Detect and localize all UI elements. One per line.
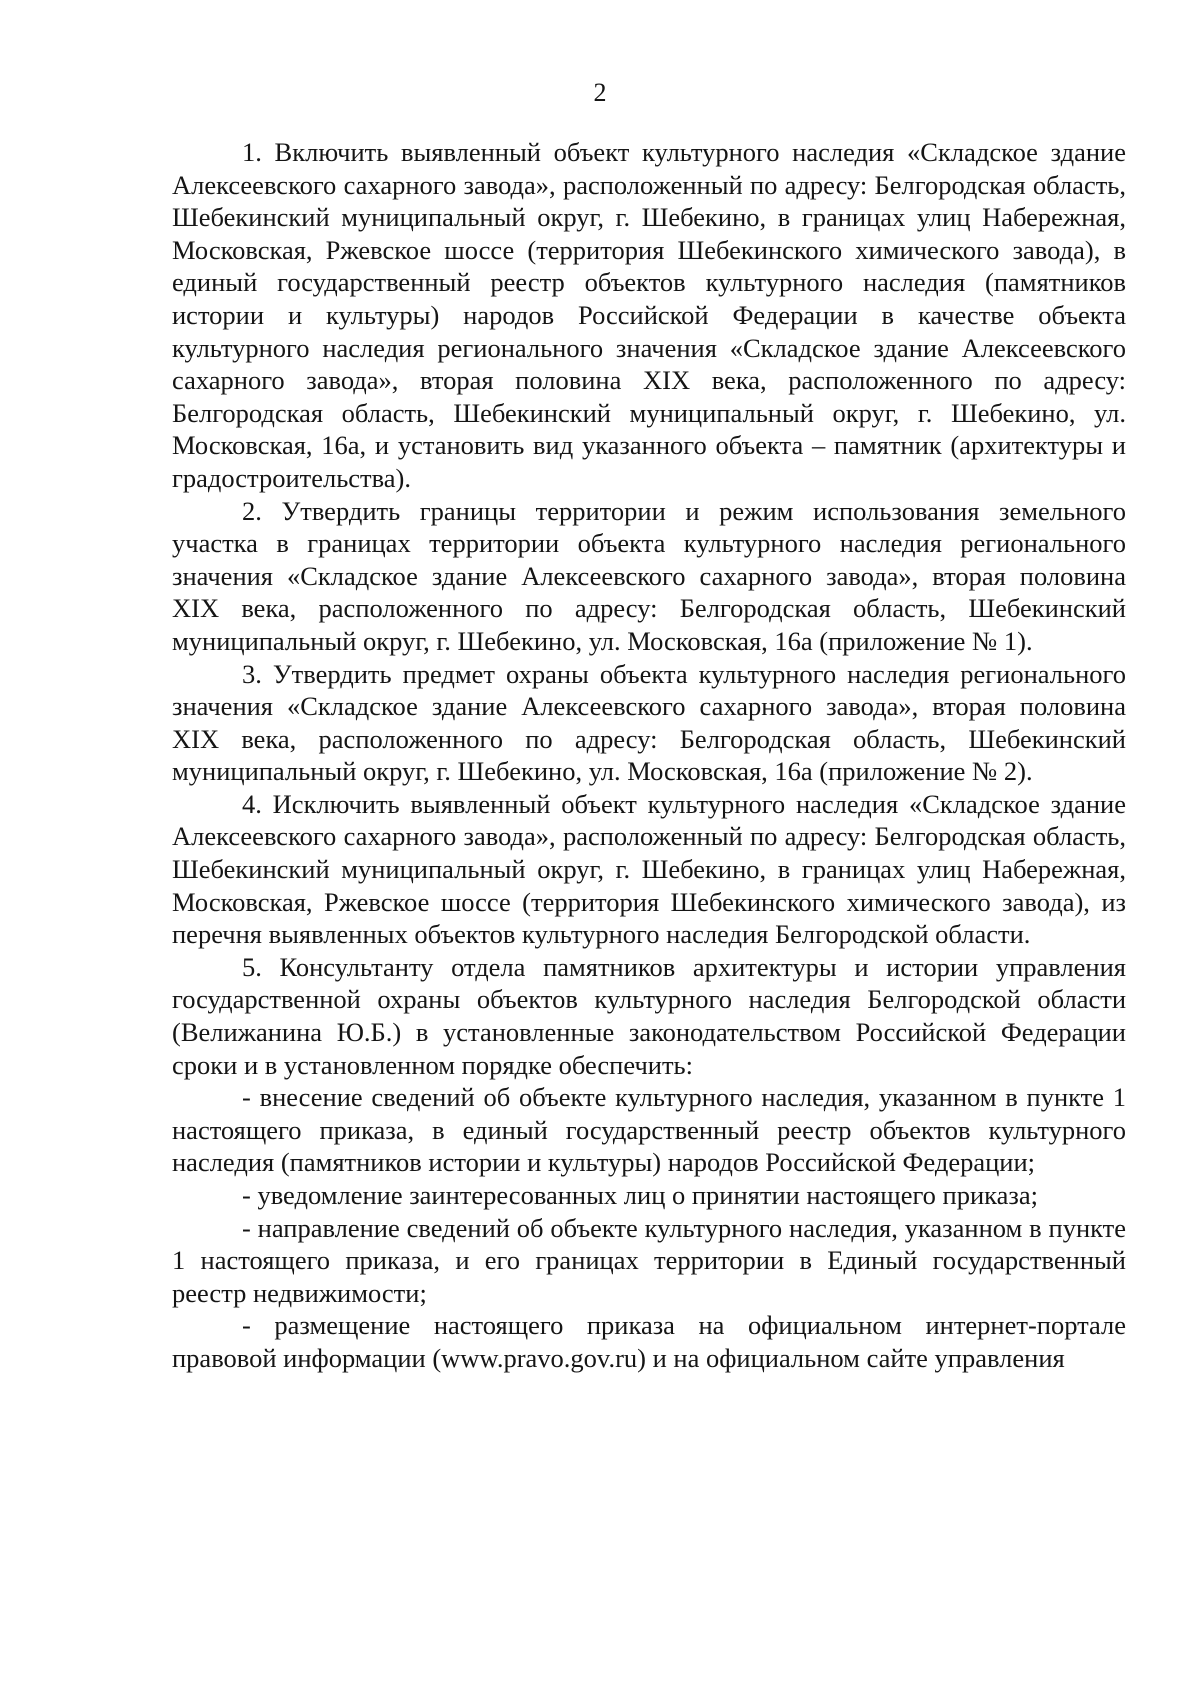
paragraph-item-3: 3. Утвердить предмет охраны объекта культурного наследия регионального значения «Складское здание Алексеевского сахарного завода», вторая половина XIX века, расположенного по адресу: Белгородская область, Шебекинский муниципальный округ, г. Шебекино, ул. Московская, 16а (приложение № 2). [172, 658, 1126, 787]
subitem-notification: - уведомление заинтересованных лиц о принятии настоящего приказа; [242, 1180, 1038, 1210]
subitem-real-estate-registry: - направление сведений об объекте культурного наследия, указанном в пункте 1 настоящего приказа, и его границах территории в Единый государственный реестр недвижимости; [172, 1212, 1126, 1308]
subitem-publication: - размещение настоящего приказа на официальном интернет-портале правовой информации (www.pravo.gov.ru) и на официальном сайте управления [172, 1310, 1126, 1373]
subitem-registry-entry: - внесение сведений об объекте культурного наследия, указанном в пункте 1 настоящего приказа, в единый государственный реестр объектов культурного наследия (памятников истории и культуры) народов Российской Федерации; [172, 1082, 1126, 1178]
paragraph-item-1: 1. Включить выявленный объект культурного наследия «Складское здание Алексеевского сахарного завода», расположенный по адресу: Белгородская область, Шебекинский муниципальный округ, г. Шебекино, в границах улиц Набережная, Московская, Ржевское шоссе (территория Шебекинского химического завода), в единый государственный реестр объектов культурного наследия (памятников истории и культуры) народов Российской Федерации в качестве объекта культурного наследия регионального значения «Складское здание Алексеевского сахарного завода», вторая половина XIX века, расположенного по адресу: Белгородская область, Шебекинский муниципальный округ, г. Шебекино, ул. Московская, 16а, и установить вид указанного объекта – памятник (архитектуры и градостроительства). [172, 137, 1126, 493]
paragraph-item-4: 4. Исключить выявленный объект культурного наследия «Складское здание Алексеевского сахарного завода», расположенный по адресу: Белгородская область, Шебекинский муниципальный округ, г. Шебекино, в границах улиц Набережная, Московская, Ржевское шоссе (территория Шебекинского химического завода), из перечня выявленных объектов культурного наследия Белгородской области. [172, 788, 1126, 950]
paragraph-item-2: 2. Утвердить границы территории и режим использования земельного участка в границах территории объекта культурного наследия регионального значения «Складское здание Алексеевского сахарного завода», вторая половина XIX века, расположенного по адресу: Белгородская область, Шебекинский муниципальный округ, г. Шебекино, ул. Московская, 16а (приложение № 1). [172, 495, 1126, 656]
paragraph-item-5: 5. Консультанту отдела памятников архитектуры и истории управления государственной охраны объектов культурного наследия Белгородской области (Велижанина Ю.Б.) в установленные законодательством Российской Федерации сроки и в установленном порядке обеспечить: [172, 951, 1126, 1080]
document-body [172, 136, 1126, 1375]
page-number: 2 [593, 78, 607, 107]
